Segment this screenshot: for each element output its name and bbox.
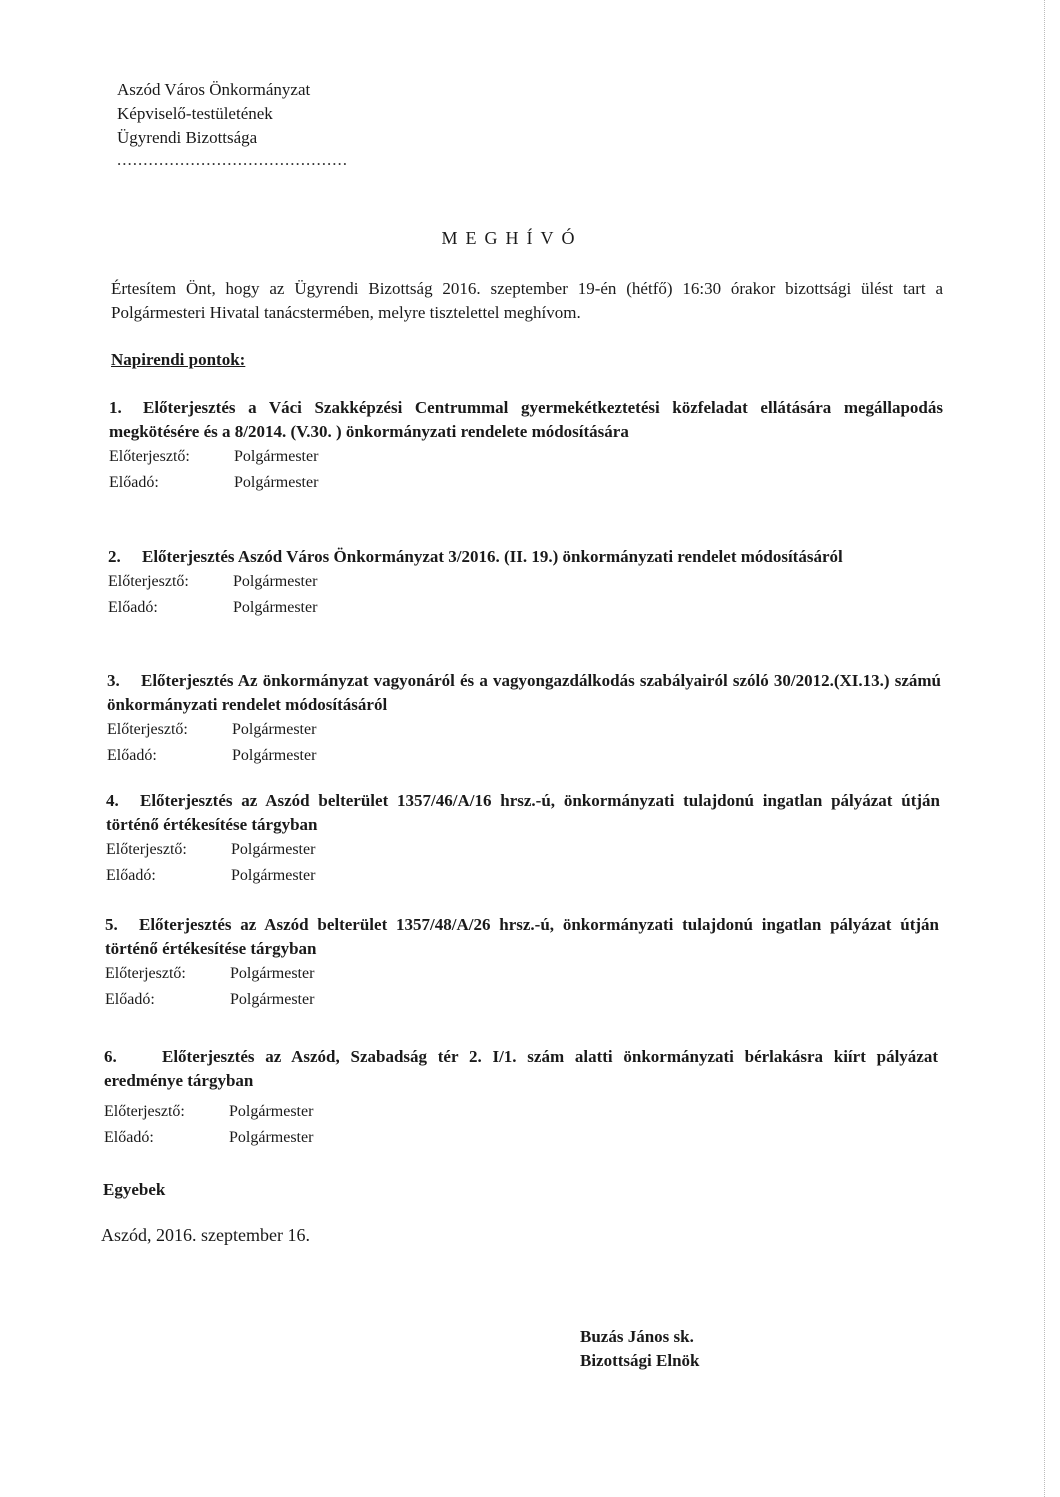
- item-text: Előterjesztés az Aszód, Szabadság tér 2. I/1. szám alatti önkormányzati bérlakásra kiírt pályázat eredménye tárgyban: [104, 1047, 938, 1090]
- proposer-label: Előterjesztő:: [106, 841, 187, 858]
- item-number: 6.: [104, 1047, 117, 1066]
- proposer-label: Előterjesztő:: [104, 1103, 185, 1120]
- agenda-item: [109, 396, 943, 496]
- proposer-value: Polgármester: [232, 721, 317, 738]
- agenda-item: [106, 789, 940, 889]
- proposer-label: Előterjesztő:: [109, 448, 190, 465]
- invitation-text: Értesítem Önt, hogy az Ügyrendi Bizottság 2016. szeptember 19-én (hétfő) 16:30 órakor bizottsági ülést tart a Polgármesteri Hivatal tanácstermében, melyre tisztelettel meghívom.: [111, 279, 943, 322]
- item-text: Előterjesztés a Váci Szakképzési Centrummal gyermekétkeztetési közfeladat ellátására megállapodás megkötésére és a 8/2014. (V.30. ) önkormányzati rendelete módosítására: [109, 398, 943, 441]
- presenter-label: Előadó:: [107, 747, 157, 764]
- proposer-value: Polgármester: [229, 1103, 314, 1120]
- presenter-value: Polgármester: [229, 1129, 314, 1146]
- item-number: 3.: [107, 671, 120, 690]
- item-number: 1.: [109, 398, 122, 417]
- agenda-item: [105, 913, 939, 1013]
- item-text: Előterjesztés Aszód Város Önkormányzat 3/2016. (II. 19.) önkormányzati rendelet módosításáról: [142, 547, 843, 566]
- proposer-value: Polgármester: [231, 841, 316, 858]
- agenda-item: [108, 545, 942, 621]
- proposer-value: Polgármester: [234, 448, 319, 465]
- presenter-label: Előadó:: [109, 474, 159, 491]
- place-and-date: Aszód, 2016. szeptember 16.: [101, 1225, 310, 1245]
- document-title: MEGHÍVÓ: [441, 228, 583, 248]
- presenter-label: Előadó:: [106, 867, 156, 884]
- presenter-label: Előadó:: [104, 1129, 154, 1146]
- proposer-value: Polgármester: [233, 573, 318, 590]
- presenter-value: Polgármester: [232, 747, 317, 764]
- signatory-role: Bizottsági Elnök: [580, 1351, 700, 1370]
- other-matters: Egyebek: [103, 1180, 166, 1199]
- signature-block: [580, 1325, 700, 1373]
- item-text: Előterjesztés az Aszód belterület 1357/46/A/16 hrsz.-ú, önkormányzati tulajdonú ingatlan pályázat útján történő értékesítése tárgyban: [106, 791, 940, 834]
- issuer-block: [117, 78, 310, 150]
- agenda-heading: Napirendi pontok:: [111, 350, 246, 369]
- presenter-value: Polgármester: [233, 599, 318, 616]
- item-number: 4.: [106, 791, 119, 810]
- issuer-line-3: Ügyrendi Bizottsága: [117, 128, 258, 147]
- agenda-item: [107, 669, 941, 769]
- signatory-name: Buzás János sk.: [580, 1327, 694, 1346]
- agenda-item: [104, 1045, 938, 1151]
- dotted-separator: ............................................: [117, 150, 348, 169]
- presenter-label: Előadó:: [105, 991, 155, 1008]
- presenter-value: Polgármester: [231, 867, 316, 884]
- proposer-value: Polgármester: [230, 965, 315, 982]
- proposer-label: Előterjesztő:: [108, 573, 189, 590]
- scan-edge-line: [1044, 0, 1046, 1497]
- item-text: Előterjesztés az Aszód belterület 1357/48/A/26 hrsz.-ú, önkormányzati tulajdonú ingatlan pályázat útján történő értékesítése tárgyban: [105, 915, 939, 958]
- presenter-value: Polgármester: [230, 991, 315, 1008]
- proposer-label: Előterjesztő:: [105, 965, 186, 982]
- item-number: 2.: [108, 547, 121, 566]
- issuer-line-2: Képviselő-testületének: [117, 104, 273, 123]
- item-number: 5.: [105, 915, 118, 934]
- proposer-label: Előterjesztő:: [107, 721, 188, 738]
- presenter-label: Előadó:: [108, 599, 158, 616]
- issuer-line-1: Aszód Város Önkormányzat: [117, 80, 311, 99]
- item-text: Előterjesztés Az önkormányzat vagyonáról és a vagyongazdálkodás szabályairól szóló 30/2012.(XI.13.) számú önkormányzati rendelet módosításáról: [107, 671, 941, 714]
- presenter-value: Polgármester: [234, 474, 319, 491]
